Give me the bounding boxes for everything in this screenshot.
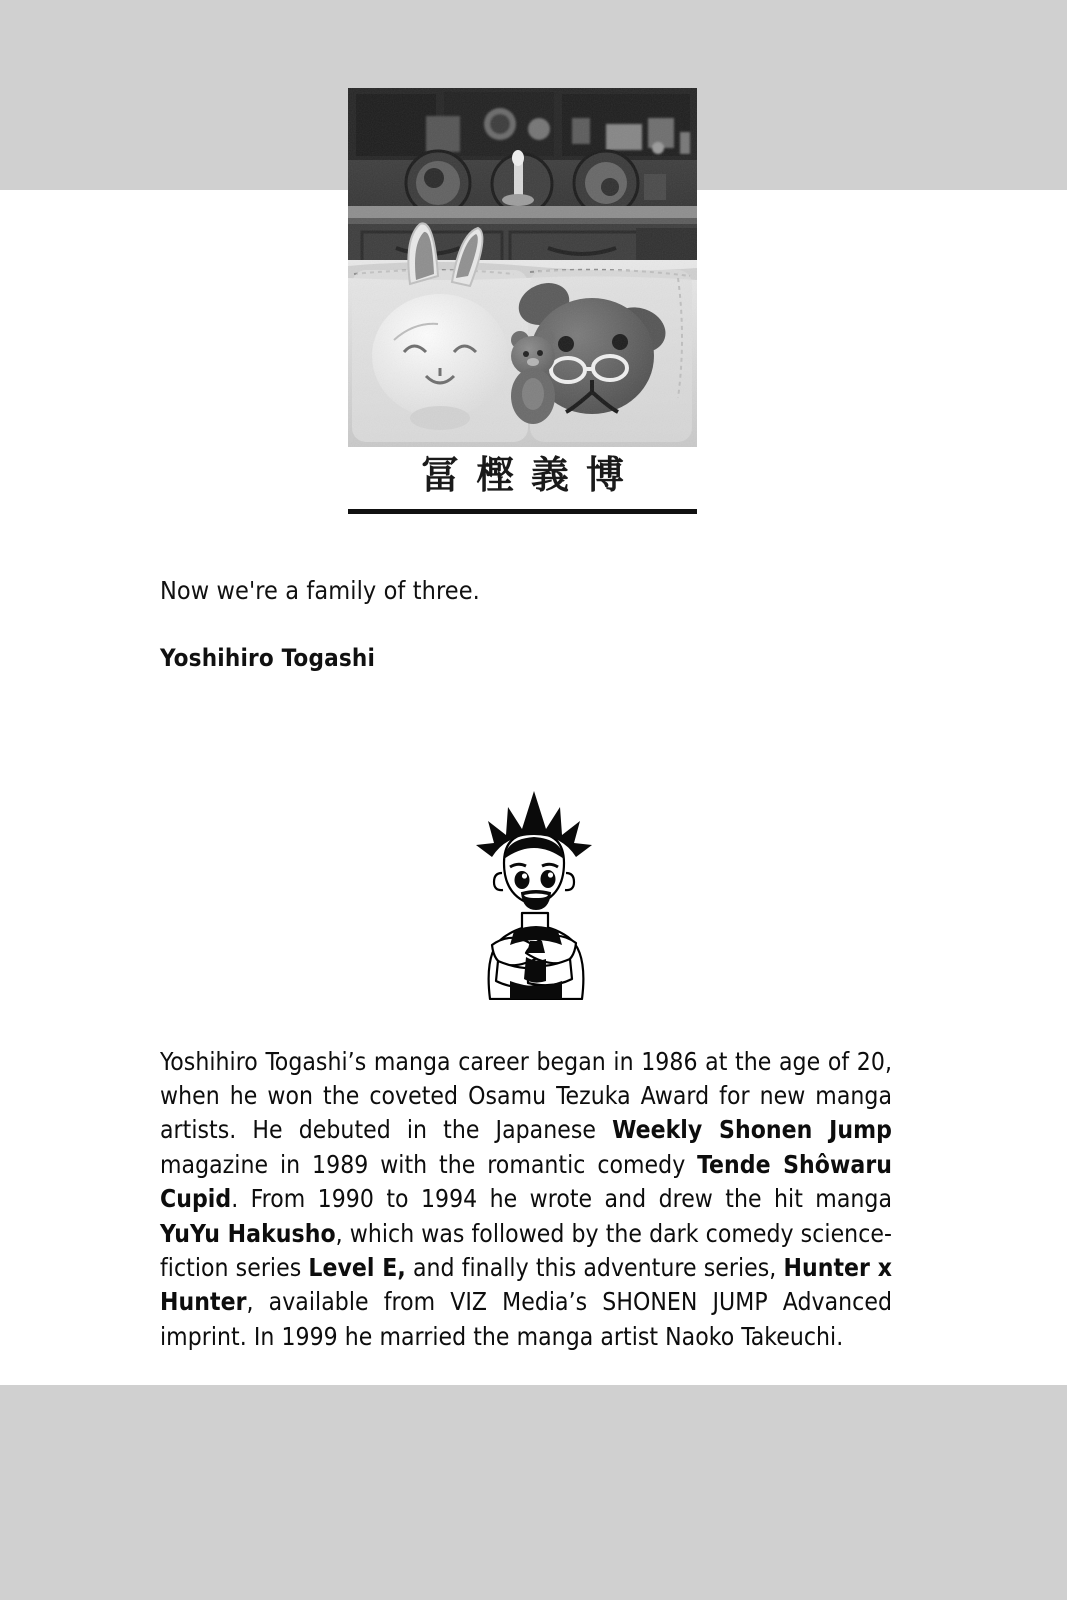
- gon-drawing: [452, 785, 617, 1000]
- author-quote: Now we're a family of three.: [160, 576, 480, 605]
- gon-character-illustration: [452, 785, 617, 1000]
- author-biography: Yoshihiro Togashi’s manga career began in 1986 at the age of 20, when he won the coveted Osamu Tezuka Award for new manga artists. He debuted in the Japanese Weekly Shonen Jump magazine in 1989 with the romantic comedy Tende Shôwaru Cupid. From 1990 to 1994 he wrote and drew the hit manga YuYu Hakusho, which was followed by the dark comedy science-fiction series Level E, and finally this adventure series, Hunter x Hunter, available from VIZ Media’s SHONEN JUMP Advanced imprint. In 1999 he married the manga artist Naoko Takeuchi.: [160, 1046, 893, 1351]
- author-photo-image: [348, 88, 697, 447]
- name-underline-rule: [348, 509, 697, 514]
- author-byline: Yoshihiro Togashi: [160, 644, 376, 672]
- author-photo: [348, 88, 697, 447]
- author-name-japanese: 冨樫義博: [420, 453, 641, 497]
- photo-illustration: [348, 88, 697, 447]
